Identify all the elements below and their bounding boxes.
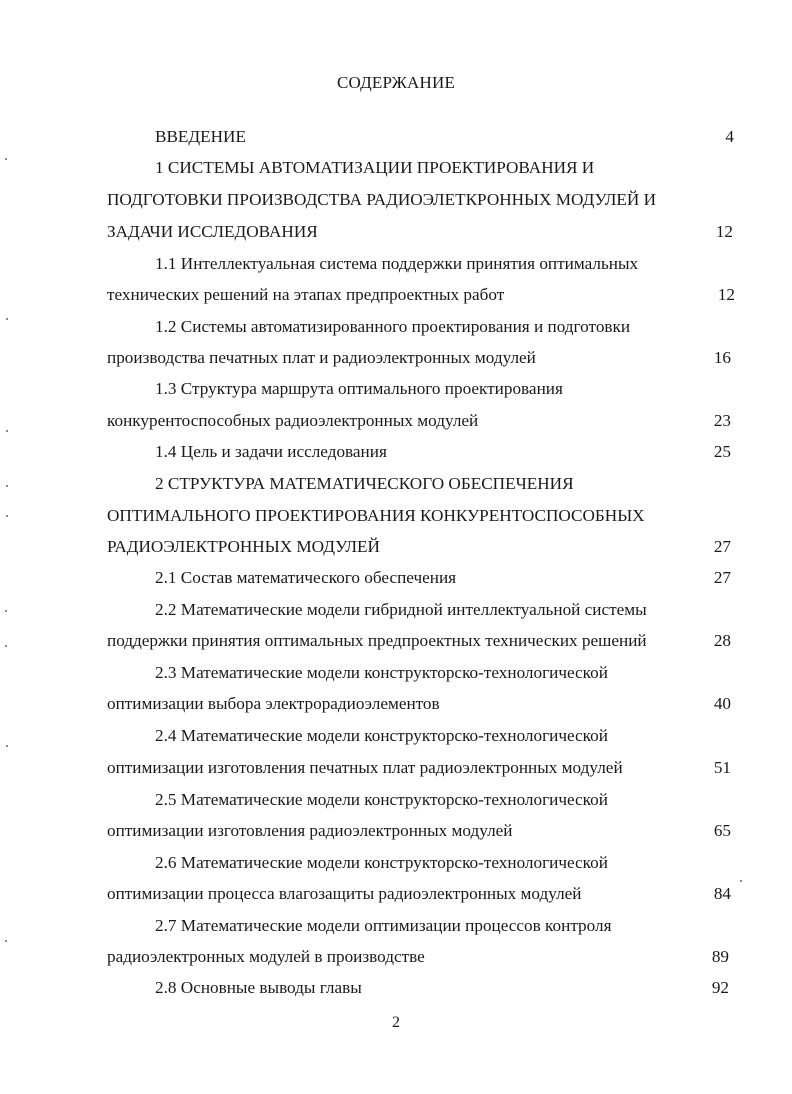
- toc-line: 2 СТРУКТУРА МАТЕМАТИЧЕСКОГО ОБЕСПЕЧЕНИЯ: [155, 474, 574, 493]
- scan-speck: [6, 745, 8, 747]
- toc-page-number: 4: [725, 127, 734, 146]
- toc-line: ВВЕДЕНИЕ: [155, 127, 246, 146]
- toc-line: 2.1 Состав математического обеспечения: [155, 568, 457, 587]
- toc-page-number: 92: [711, 978, 729, 997]
- toc-line: РАДИОЭЛЕКТРОННЫХ МОДУЛЕЙ: [107, 537, 380, 556]
- toc-line: 2.6 Математические модели конструкторско-технологической: [155, 853, 608, 872]
- toc-page-number: 89: [711, 947, 729, 966]
- scan-speck: [740, 880, 742, 882]
- toc-line: ОПТИМАЛЬНОГО ПРОЕКТИРОВАНИЯ КОНКУРЕНТОСПОСОБНЫХ: [107, 506, 645, 525]
- toc-line: 2.3 Математические модели конструкторско-технологической: [155, 663, 608, 682]
- toc-page-number: 28: [713, 631, 731, 650]
- toc-page-number: 25: [713, 442, 731, 461]
- toc-page-number: 12: [717, 285, 735, 304]
- toc-line: конкурентоспособных радиоэлектронных модулей: [107, 411, 479, 430]
- toc-line: ПОДГОТОВКИ ПРОИЗВОДСТВА РАДИОЭЛЕТКРОННЫХ МОДУЛЕЙ И: [107, 190, 657, 209]
- page-title: СОДЕРЖАНИЕ: [336, 73, 456, 92]
- toc-line: 1 СИСТЕМЫ АВТОМАТИЗАЦИИ ПРОЕКТИРОВАНИЯ И: [155, 158, 595, 177]
- scan-speck: [5, 610, 7, 612]
- scan-speck: [6, 515, 8, 517]
- toc-line: 1.1 Интеллектуальная система поддержки принятия оптимальных: [155, 254, 639, 273]
- toc-line: 1.3 Структура маршрута оптимального проектирования: [155, 379, 563, 398]
- toc-line: 2.5 Математические модели конструкторско-технологической: [155, 790, 608, 809]
- toc-line: оптимизации процесса влагозащиты радиоэлектронных модулей: [107, 884, 582, 903]
- toc-page-number: 51: [713, 758, 731, 777]
- toc-line: оптимизации изготовления радиоэлектронных модулей: [107, 821, 513, 840]
- toc-page-number: 65: [713, 821, 731, 840]
- scan-speck: [6, 318, 8, 320]
- toc-line: 1.4 Цель и задачи исследования: [155, 442, 387, 461]
- toc-line: поддержки принятия оптимальных предпроектных технических решений: [107, 631, 647, 650]
- toc-page-number: 27: [713, 537, 731, 556]
- toc-line: 2.2 Математические модели гибридной интеллектуальной системы: [155, 600, 647, 619]
- scan-speck: [5, 645, 7, 647]
- toc-line: ЗАДАЧИ ИССЛЕДОВАНИЯ: [107, 222, 318, 241]
- toc-line: 2.4 Математические модели конструкторско-технологической: [155, 726, 608, 745]
- toc-page-number: 84: [713, 884, 731, 903]
- toc-line: 2.8 Основные выводы главы: [155, 978, 362, 997]
- toc-line: оптимизации изготовления печатных плат радиоэлектронных модулей: [107, 758, 623, 777]
- scan-speck: [6, 430, 8, 432]
- toc-line: производства печатных плат и радиоэлектронных модулей: [107, 348, 536, 367]
- toc-line: оптимизации выбора электрорадиоэлементов: [107, 694, 440, 713]
- toc-page-number: 12: [715, 222, 733, 241]
- toc-page-number: 16: [713, 348, 731, 367]
- scan-speck: [5, 158, 7, 160]
- scan-speck: [5, 940, 7, 942]
- toc-line: технических решений на этапах предпроектных работ: [107, 285, 505, 304]
- scan-speck: [6, 485, 8, 487]
- toc-page-number: 27: [713, 568, 731, 587]
- toc-line: 1.2 Системы автоматизированного проектирования и подготовки: [155, 317, 631, 336]
- page-number: 2: [392, 1014, 400, 1031]
- toc-line: 2.7 Математические модели оптимизации процессов контроля: [155, 916, 612, 935]
- toc-page-number: 23: [713, 411, 731, 430]
- toc-line: радиоэлектронных модулей в производстве: [107, 947, 425, 966]
- toc-page-number: 40: [713, 694, 731, 713]
